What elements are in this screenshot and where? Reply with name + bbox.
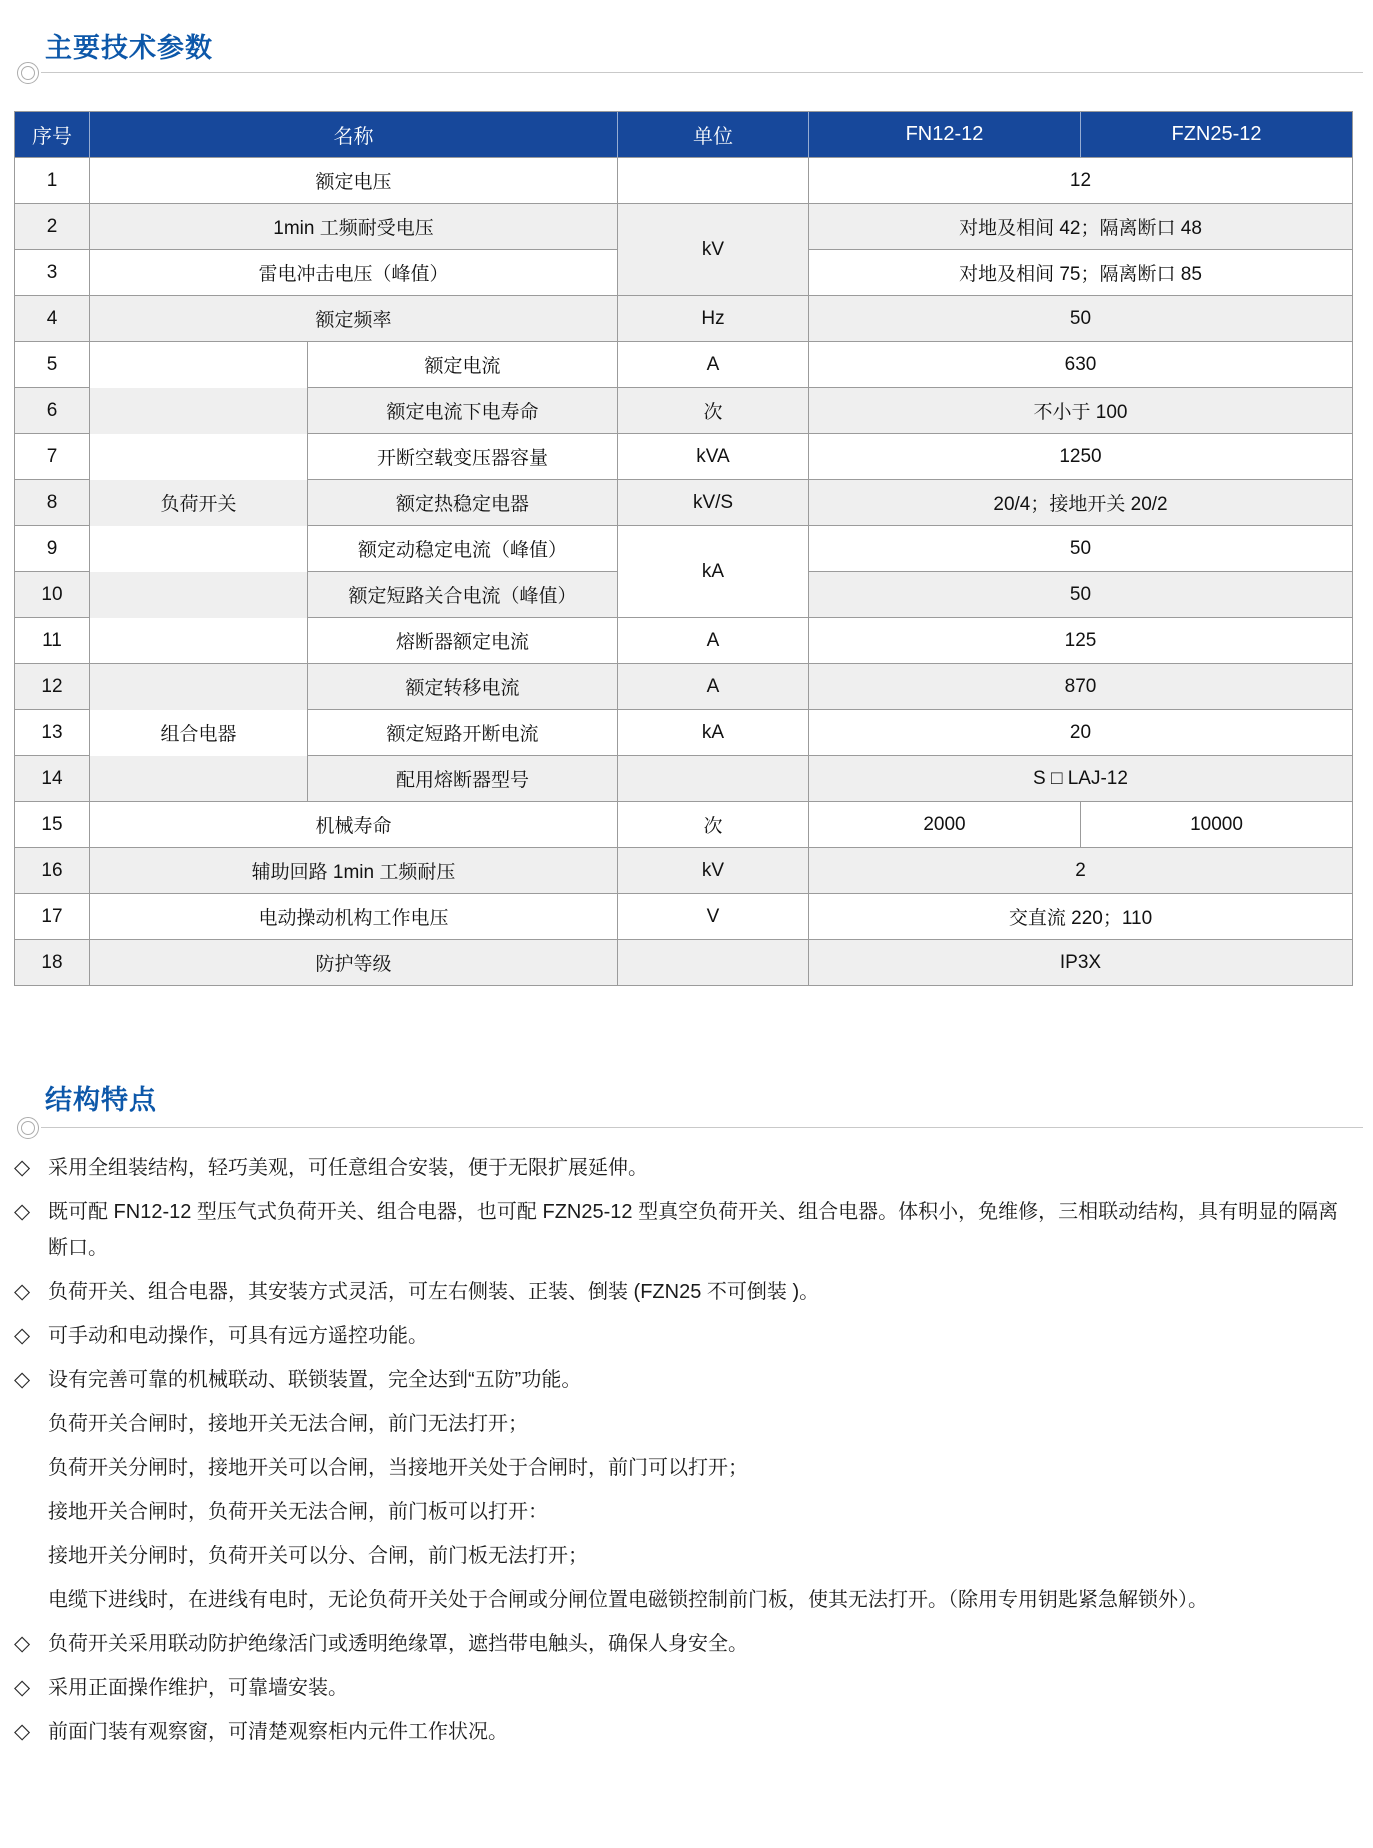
feature-subline: 接地开关分闸时，负荷开关可以分、合闸，前门板无法打开； — [48, 1545, 588, 1567]
feature-item — [14, 1150, 1357, 1186]
cell-unit: A — [618, 618, 809, 664]
cell-name: 额定短路开断电流 — [308, 710, 618, 756]
cell-name: 1min 工频耐受电压 — [90, 204, 618, 250]
cell-name: 开断空载变压器容量 — [308, 434, 618, 480]
cell-value: 50 — [809, 296, 1353, 342]
cell-name: 辅助回路 1min 工频耐压 — [90, 848, 618, 894]
cell-row-number: 5 — [15, 342, 90, 388]
diamond-bullet-icon: ◇ — [14, 1200, 31, 1223]
feature-item — [14, 1318, 1357, 1354]
feature-text: 设有完善可靠的机械联动、联锁装置，完全达到“五防”功能。 — [48, 1369, 582, 1391]
header-cell-no: 序号 — [15, 112, 90, 158]
cell-row-number: 14 — [15, 756, 90, 802]
cell-name: 额定电流 — [308, 342, 618, 388]
feature-subline: 负荷开关合闸时，接地开关无法合闸，前门无法打开； — [48, 1413, 528, 1435]
feature-text: 负荷开关采用联动防护绝缘活门或透明绝缘罩，遮挡带电触头，确保人身安全。 — [48, 1633, 748, 1655]
cell-value: 50 — [809, 572, 1353, 618]
cell-name: 额定短路关合电流（峰值） — [308, 572, 618, 618]
cell-row-number: 11 — [15, 618, 90, 664]
feature-text: 采用正面操作维护，可靠墙安装。 — [48, 1677, 348, 1699]
header-cell-fzn25-12: FZN25-12 — [1081, 112, 1353, 158]
cell-value: 630 — [809, 342, 1353, 388]
cell-name: 雷电冲击电压（峰值） — [90, 250, 618, 296]
cell-value: 对地及相间 42；隔离断口 48 — [809, 204, 1353, 250]
cell-unit: 次 — [618, 802, 809, 848]
section-title-structure-features: 结构特点 — [45, 1085, 157, 1115]
feature-item — [14, 1362, 1357, 1398]
feature-list — [14, 1150, 1357, 1758]
ring-circle-inner-icon — [21, 66, 35, 80]
cell-value: 1250 — [809, 434, 1353, 480]
cell-row-number: 4 — [15, 296, 90, 342]
cell-row-number: 17 — [15, 894, 90, 940]
cell-row-number: 13 — [15, 710, 90, 756]
feature-text: 负荷开关、组合电器，其安装方式灵活，可左右侧装、正装、倒装 (FZN25 不可倒装 )。 — [48, 1281, 820, 1303]
cell-unit — [618, 756, 809, 802]
cell-unit: A — [618, 664, 809, 710]
feature-text: 采用全组装结构，轻巧美观，可任意组合安装，便于无限扩展延伸。 — [48, 1157, 648, 1179]
cell-name: 配用熔断器型号 — [308, 756, 618, 802]
cell-value: 20 — [809, 710, 1353, 756]
diamond-bullet-icon: ◇ — [14, 1156, 31, 1179]
cell-name: 额定电压 — [90, 158, 618, 204]
divider-line — [41, 72, 1363, 73]
cell-value-fn12: 2000 — [809, 802, 1081, 848]
cell-value-fzn25: 10000 — [1081, 802, 1353, 848]
section-title-main-parameters: 主要技术参数 — [45, 33, 213, 63]
diamond-bullet-icon: ◇ — [14, 1632, 31, 1655]
cell-row-number: 1 — [15, 158, 90, 204]
cell-value: 125 — [809, 618, 1353, 664]
diamond-bullet-icon: ◇ — [14, 1324, 31, 1347]
cell-name: 熔断器额定电流 — [308, 618, 618, 664]
cell-name: 额定热稳定电器 — [308, 480, 618, 526]
cell-unit: Hz — [618, 296, 809, 342]
header-cell-unit: 单位 — [618, 112, 809, 158]
cell-unit: kA — [618, 526, 809, 618]
cell-name: 防护等级 — [90, 940, 618, 986]
header-cell-fn12-12: FN12-12 — [809, 112, 1081, 158]
feature-item — [14, 1274, 1357, 1310]
feature-item — [14, 1670, 1357, 1706]
cell-value: 870 — [809, 664, 1353, 710]
diamond-bullet-icon: ◇ — [14, 1368, 31, 1391]
cell-row-number: 15 — [15, 802, 90, 848]
diamond-bullet-icon: ◇ — [14, 1720, 31, 1743]
feature-item — [14, 1626, 1357, 1662]
cell-value: S □ LAJ-12 — [809, 756, 1353, 802]
cell-row-number: 12 — [15, 664, 90, 710]
cell-value: IP3X — [809, 940, 1353, 986]
cell-name: 额定转移电流 — [308, 664, 618, 710]
cell-value: 不小于 100 — [809, 388, 1353, 434]
cell-row-number: 10 — [15, 572, 90, 618]
cell-value: 20/4；接地开关 20/2 — [809, 480, 1353, 526]
cell-value: 12 — [809, 158, 1353, 204]
diamond-bullet-icon: ◇ — [14, 1280, 31, 1303]
cell-unit — [618, 158, 809, 204]
cell-unit — [618, 940, 809, 986]
cell-row-number: 16 — [15, 848, 90, 894]
cell-name: 额定频率 — [90, 296, 618, 342]
feature-subline: 接地开关合闸时，负荷开关无法合闸，前门板可以打开： — [48, 1501, 548, 1523]
cell-row-number: 2 — [15, 204, 90, 250]
feature-subline: 电缆下进线时，在进线有电时，无论负荷开关处于合闸或分闸位置电磁锁控制前门板，使其无法打开。（除用专用钥匙紧急解锁外）。 — [48, 1589, 1208, 1611]
cell-row-number: 7 — [15, 434, 90, 480]
cell-value: 交直流 220；110 — [809, 894, 1353, 940]
ring-circle-inner-icon — [21, 1121, 35, 1135]
cell-unit: 次 — [618, 388, 809, 434]
cell-unit: kVA — [618, 434, 809, 480]
parameters-table — [14, 111, 1353, 986]
feature-item — [14, 1194, 1357, 1266]
cell-row-number: 3 — [15, 250, 90, 296]
feature-subline: 负荷开关分闸时，接地开关可以合闸，当接地开关处于合闸时，前门可以打开； — [48, 1457, 748, 1479]
cell-row-number: 9 — [15, 526, 90, 572]
cell-row-number: 18 — [15, 940, 90, 986]
diamond-bullet-icon: ◇ — [14, 1676, 31, 1699]
cell-name: 额定电流下电寿命 — [308, 388, 618, 434]
divider-line — [41, 1127, 1363, 1128]
cell-unit: kV — [618, 848, 809, 894]
feature-item — [14, 1714, 1357, 1750]
cell-row-number: 8 — [15, 480, 90, 526]
cell-value: 对地及相间 75；隔离断口 85 — [809, 250, 1353, 296]
feature-text: 前面门装有观察窗，可清楚观察柜内元件工作状况。 — [48, 1721, 508, 1743]
cell-name: 额定动稳定电流（峰值） — [308, 526, 618, 572]
cell-unit: V — [618, 894, 809, 940]
header-cell-name: 名称 — [90, 112, 618, 158]
cell-name: 机械寿命 — [90, 802, 618, 848]
feature-text: 既可配 FN12-12 型压气式负荷开关、组合电器，也可配 FZN25-12 型真空负荷开关、组合电器。体积小，免维修，三相联动结构，具有明显的隔离断口。 — [48, 1201, 1339, 1259]
cell-unit: A — [618, 342, 809, 388]
section-divider — [0, 61, 1363, 85]
feature-text: 可手动和电动操作，可具有远方遥控功能。 — [48, 1325, 428, 1347]
cell-unit: kA — [618, 710, 809, 756]
section-divider — [0, 1116, 1363, 1140]
cell-unit: kV/S — [618, 480, 809, 526]
cell-group-name: 组合电器 — [90, 664, 308, 802]
cell-group-name: 负荷开关 — [90, 342, 308, 664]
cell-unit: kV — [618, 204, 809, 296]
cell-name: 电动操动机构工作电压 — [90, 894, 618, 940]
cell-row-number: 6 — [15, 388, 90, 434]
cell-value: 2 — [809, 848, 1353, 894]
cell-value: 50 — [809, 526, 1353, 572]
